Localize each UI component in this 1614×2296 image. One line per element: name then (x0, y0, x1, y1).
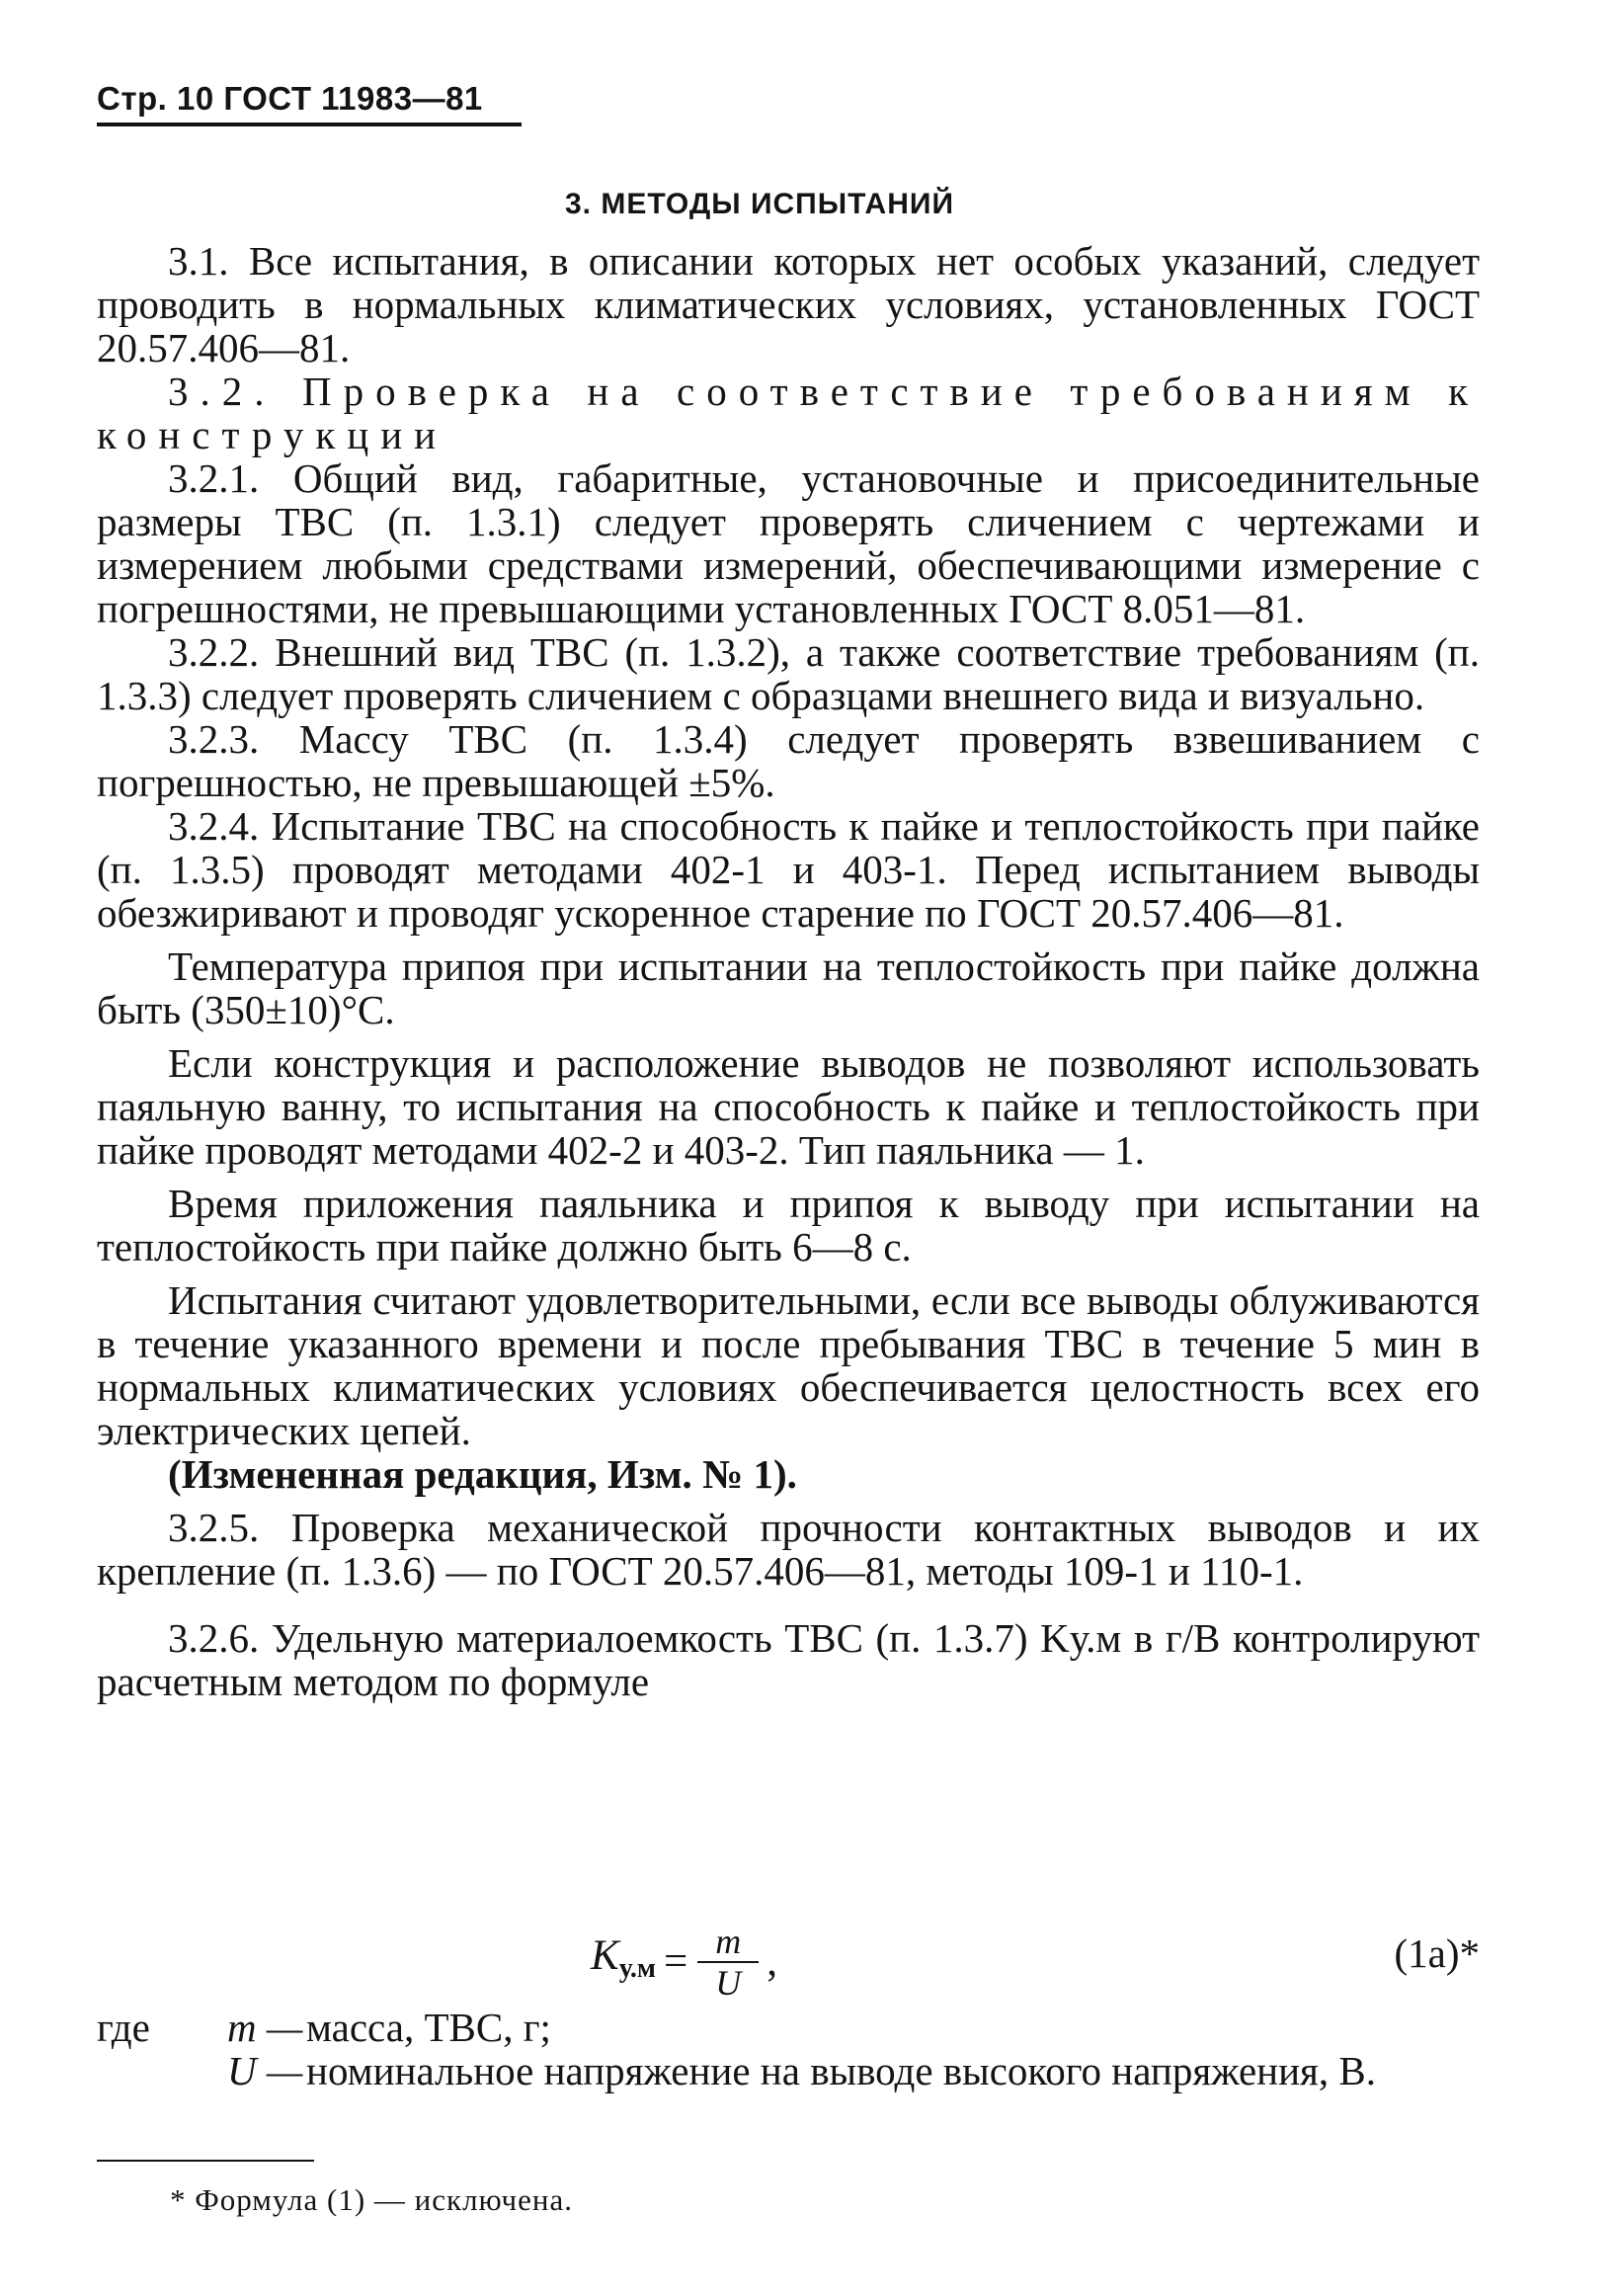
paragraph-temperature: Температура припоя при испытании на теплостойкость при пайке должна быть (350±10)°С. (97, 943, 1480, 1032)
paragraph-3-2-4: 3.2.4. Испытание ТВС на способность к пайке и теплостойкость при пайке (п. 1.3.5) проводят методами 402-1 и 403-1. Перед испытанием выводы обезжиривают и проводяг ускоренное старение по ГОСТ 20.57.406—81. (97, 803, 1480, 936)
where-symbol: U — (227, 2048, 303, 2093)
paragraph-amendment: (Измененная редакция, Изм. № 1). (168, 1451, 797, 1497)
paragraph-if-construction: Если конструкция и расположение выводов не позволяют использовать паяльную ванну, то испытания на способность к пайке и теплостойкость при пайке проводят методами 402-2 и 403-2. Тип паяльника — 1. (97, 1040, 1480, 1173)
page-header: Стр. 10 ГОСТ 11983—81 (97, 80, 483, 117)
formula (591, 1922, 777, 2003)
section-title: 3. МЕТОДЫ ИСПЫТАНИЙ (565, 188, 954, 220)
paragraph-3-2-3: 3.2.3. Массу ТВС (п. 1.3.4) следует проверять взвешиванием с погрешностью, не превышающей ±5%. (97, 716, 1480, 805)
where-row (97, 2006, 1480, 2049)
formula-fraction (697, 1922, 759, 2003)
formula-denominator: U (715, 1963, 742, 2003)
footnote-rule (97, 2160, 314, 2162)
paragraph-3-2-6: 3.2.6. Удельную материалоемкость ТВС (п. 1.3.7) Kу.м в г/В контролируют расчетным методом по формуле (97, 1615, 1480, 1704)
where-row (97, 2049, 1480, 2092)
paragraph-3-1: 3.1. Все испытания, в описании которых нет особых указаний, следует проводить в нормальных климатических условиях, установленных ГОСТ 20.57.406—81. (97, 238, 1480, 370)
paragraph-3-2-5: 3.2.5. Проверка механической прочности контактных выводов и их крепление (п. 1.3.6) — по ГОСТ 20.57.406—81, методы 109-1 и 110-1. (97, 1505, 1480, 1594)
paragraph-3-2: 3.2. Проверка на соответствие требованиям к конструкции (97, 369, 1480, 457)
where-definition: номинальное напряжение на выводе высокого напряжения, В. (306, 2048, 1377, 2093)
where-lead-spacer (97, 2049, 227, 2092)
footnote: * Формула (1) — исключена. (170, 2182, 573, 2217)
formula-block (97, 1912, 1480, 2003)
formula-equals: = (663, 1938, 688, 1985)
formula-lhs-subscript: у.м (618, 1952, 656, 1984)
formula-lhs-symbol: K (591, 1931, 619, 1979)
formula-number: (1а)* (1394, 1930, 1480, 1976)
body-text (97, 239, 1480, 1703)
paragraph-test-result: Испытания считают удовлетворительными, если все выводы облуживаются в течение указанного времени и после пребывания ТВС в течение 5 мин в нормальных климатических условиях обеспечивается целостность всех его электрических цепей. (97, 1277, 1480, 1453)
paragraph-3-2-2: 3.2.2. Внешний вид ТВС (п. 1.3.2), а также соответствие требованиям (п. 1.3.3) следует проверять сличением с образцами внешнего вида и визуально. (97, 629, 1480, 718)
where-block (97, 2006, 1480, 2092)
formula-numerator: m (697, 1922, 759, 1963)
paragraph-3-2-1: 3.2.1. Общий вид, габаритные, установочные и присоединительные размеры ТВС (п. 1.3.1) следует проверять сличением с чертежами и измерением любыми средствами измерений, обеспечивающими измерение с погрешностями, не превышающими установленных ГОСТ 8.051—81. (97, 455, 1480, 631)
where-lead: где (97, 2005, 150, 2050)
where-symbol: m — (227, 2005, 303, 2050)
where-definition: масса, ТВС, г; (306, 2005, 551, 2050)
header-rule (97, 123, 522, 126)
formula-trailing: , (767, 1938, 777, 1985)
formula-lhs (591, 1931, 656, 1991)
paragraph-application-time: Время приложения паяльника и припоя к выводу при испытании на теплостойкость при пайке должно быть 6—8 с. (97, 1181, 1480, 1270)
